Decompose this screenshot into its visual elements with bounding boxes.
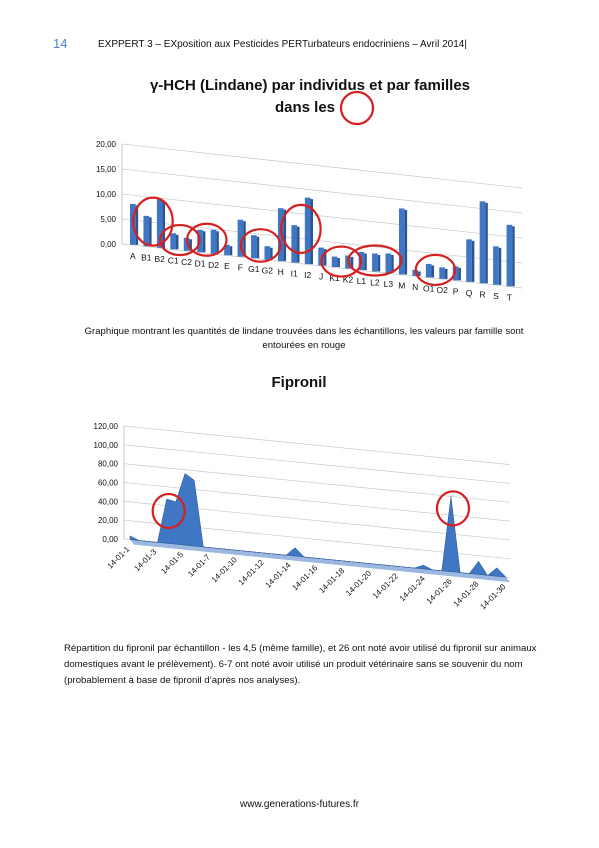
- lindane-category-label: K1: [329, 273, 340, 284]
- lindane-category-label: G1: [248, 264, 260, 275]
- lindane-bar-side: [149, 217, 152, 246]
- lindane-category-label: P: [452, 286, 459, 297]
- lindane-category-label: A: [129, 250, 136, 261]
- lindane-y-tick-label: 15,00: [95, 165, 116, 174]
- lindane-category-label: D2: [208, 259, 219, 270]
- lindane-category-label: R: [479, 289, 486, 300]
- lindane-bar: [372, 254, 378, 272]
- fipronil-x-label: 14-01-16: [290, 563, 320, 593]
- lindane-gridline: [122, 194, 522, 238]
- lindane-bar-side: [378, 255, 381, 271]
- lindane-bar: [426, 264, 432, 278]
- footer-url: www.generations-futures.fr: [240, 799, 359, 810]
- fipronil-chart-title: Fipronil: [271, 374, 327, 391]
- fipronil-x-label: 14-01-22: [370, 571, 400, 601]
- fipronil-y-tick-label: 60,00: [97, 478, 118, 488]
- lindane-bar-side: [257, 237, 260, 259]
- fipronil-x-label: 14-01-3: [132, 547, 159, 574]
- fipronil-x-label: 14-01-14: [263, 560, 293, 590]
- lindane-chart-title-line2: dans les: [274, 99, 336, 116]
- lindane-bar: [332, 257, 338, 268]
- lindane-category-label: N: [412, 281, 419, 292]
- lindane-highlight-circle: [416, 255, 455, 285]
- fipronil-x-label: 14-01-20: [344, 568, 374, 598]
- lindane-bar: [466, 239, 472, 282]
- lindane-bar-side: [458, 268, 461, 281]
- lindane-bar-side: [499, 248, 502, 285]
- running-title: EXPPERT 3 – EXposition aux Pesticides PERTurbateurs endocriniens – Avril 2014|: [98, 39, 467, 50]
- lindane-bar: [251, 235, 257, 258]
- fipronil-x-label: 14-01-1: [105, 544, 132, 571]
- lindane-bar-side: [364, 254, 367, 270]
- fipronil-x-label: 14-01-7: [186, 552, 212, 579]
- lindane-bar-chart: [0, 68, 599, 318]
- fipronil-area-chart: [0, 368, 599, 630]
- lindane-category-label: B2: [154, 253, 165, 264]
- lindane-category-label: K2: [342, 274, 354, 285]
- fipronil-paragraph: Répartition du fipronil par échantillon - les 4,5 (même famille), et 26 ont noté avoir utilisé du fipronil sur animaux domestiques avant le prélèvement). 6-7 ont noté avoir utilisé un produit vétérinaire sans se souvenir du nom (probablement à base de fipronil d’après nos analyses).: [64, 643, 537, 686]
- lindane-category-label: C1: [167, 255, 179, 266]
- fipronil-x-label: 14-01-30: [478, 582, 508, 612]
- fipronil-x-label: 14-01-26: [424, 576, 454, 606]
- lindane-bar: [493, 246, 499, 285]
- lindane-bar: [143, 216, 149, 247]
- lindane-bar-side: [432, 265, 435, 277]
- lindane-category-label: Q: [465, 287, 473, 298]
- lindane-y-tick-label: 10,00: [95, 190, 116, 199]
- lindane-bar-side: [216, 231, 219, 254]
- title-highlight-circle: [341, 92, 373, 124]
- lindane-y-tick-label: 20,00: [95, 140, 116, 149]
- lindane-category-label: S: [493, 290, 499, 301]
- lindane-bar-side: [297, 227, 300, 263]
- fipronil-y-tick-label: 100,00: [93, 440, 118, 450]
- lindane-category-label: L2: [370, 277, 380, 288]
- lindane-category-label: T: [506, 292, 512, 303]
- fipronil-y-tick-label: 0,00: [102, 535, 118, 544]
- lindane-bar-side: [337, 258, 340, 267]
- lindane-bar-side: [418, 271, 421, 276]
- lindane-gridline: [122, 144, 522, 188]
- page-number: 14: [53, 36, 68, 51]
- lindane-highlight-circle: [133, 198, 172, 246]
- lindane-bar: [264, 246, 270, 259]
- lindane-category-label: L1: [356, 276, 367, 287]
- lindane-category-label: O1: [423, 283, 435, 294]
- fipronil-x-label: 14-01-10: [209, 555, 239, 585]
- lindane-bar-side: [512, 226, 515, 286]
- fipronil-y-tick-label: 120,00: [93, 422, 118, 431]
- lindane-bar: [386, 253, 392, 272]
- lindane-category-label: M: [398, 280, 406, 291]
- lindane-category-label: L3: [383, 278, 394, 289]
- lindane-category-label: B1: [141, 252, 152, 263]
- lindane-bar: [480, 201, 486, 283]
- lindane-bar: [439, 267, 445, 279]
- lindane-highlight-circle: [281, 205, 320, 253]
- lindane-category-label: J: [318, 271, 324, 282]
- fipronil-x-label: 14-01-12: [236, 558, 266, 588]
- fipronil-x-label: 14-01-18: [317, 566, 347, 596]
- lindane-bar: [170, 233, 176, 249]
- fipronil-x-label: 14-01-24: [397, 574, 427, 604]
- lindane-chart-title-line1: γ-HCH (Lindane) par individus et par familles: [149, 77, 471, 94]
- fipronil-gridline: [124, 426, 510, 465]
- lindane-bar-side: [230, 246, 233, 255]
- lindane-category-label: O2: [436, 284, 448, 295]
- lindane-category-label: C2: [181, 256, 193, 267]
- lindane-gridline: [122, 169, 522, 213]
- fipronil-x-label: 14-01-5: [159, 550, 186, 576]
- lindane-bar-side: [472, 241, 475, 282]
- lindane-bar-side: [445, 269, 448, 279]
- lindane-category-label: E: [224, 261, 230, 272]
- lindane-caption: Graphique montrant les quantités de lindane trouvées dans les échantillons, les valeurs par famille sont entourées en rouge: [84, 326, 524, 351]
- fipronil-y-tick-label: 40,00: [97, 497, 118, 507]
- lindane-category-label: G2: [261, 265, 273, 276]
- lindane-category-label: H: [277, 267, 284, 278]
- fipronil-y-tick-label: 80,00: [97, 459, 118, 469]
- lindane-bar-side: [203, 231, 206, 252]
- lindane-bar: [291, 225, 297, 262]
- lindane-category-label: D1: [194, 258, 206, 269]
- lindane-category-label: I2: [304, 270, 312, 281]
- lindane-y-tick-label: 0,00: [100, 240, 116, 249]
- fipronil-x-label: 14-01-28: [451, 579, 481, 609]
- lindane-bar-side: [176, 235, 179, 250]
- lindane-bar-side: [405, 210, 408, 274]
- fipronil-y-tick-label: 20,00: [97, 516, 118, 526]
- lindane-bar-side: [485, 203, 488, 284]
- lindane-bar: [507, 225, 513, 287]
- lindane-bar: [211, 230, 217, 254]
- lindane-category-label: F: [237, 262, 244, 273]
- lindane-y-tick-label: 5,00: [100, 215, 116, 224]
- lindane-category-label: I1: [290, 268, 298, 279]
- fipronil-gridline: [124, 445, 510, 484]
